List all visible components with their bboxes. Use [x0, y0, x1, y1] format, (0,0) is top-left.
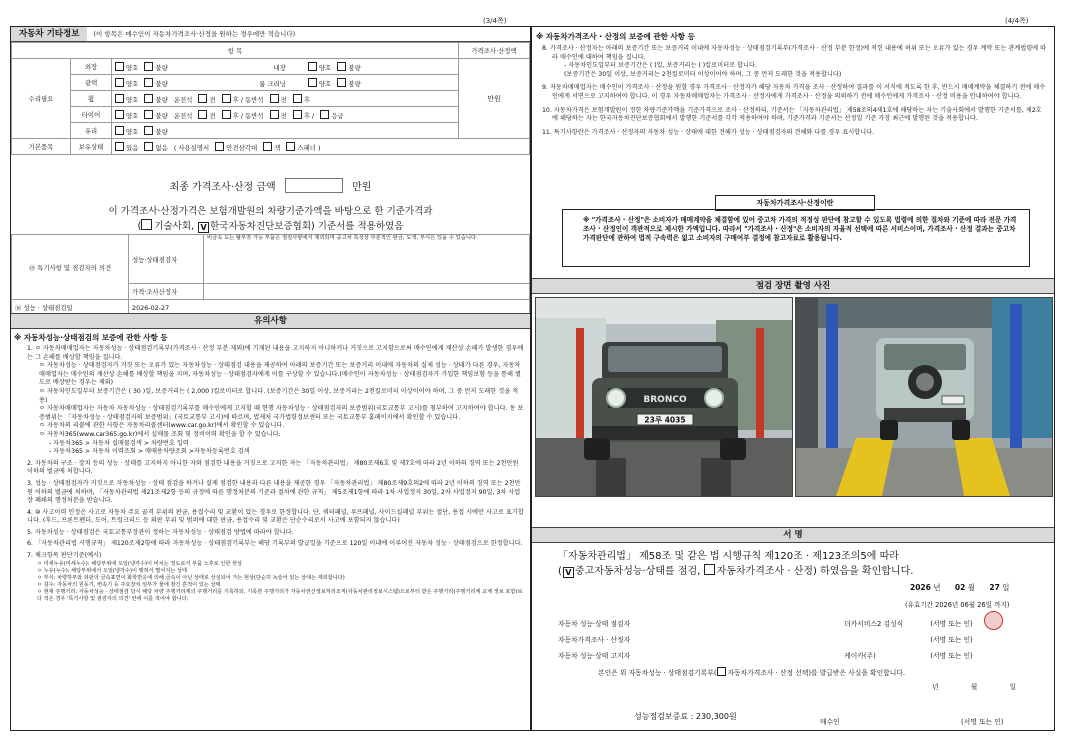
price-unit: 만원 — [459, 59, 530, 139]
page-number-left: (3/4쪽) — [483, 17, 507, 25]
label-spanner: 스패너 ) — [297, 143, 321, 152]
other-info-note: (이 항목은 매수인이 자동차가격조사·산정을 원하는 경우에만 적습니다) — [93, 30, 296, 38]
notice-item-1: 1. ㅇ 자동차매매업자는 자동차성능 · 상태점검기록부(가격조사 · 산정 부분 제외)에 기재된 내용을 고지하지 아니하거나 거짓으로 고지함으로써 매수인에게 재산상 손해가 발생한 경우에는 그 손해를 배상할 책임을 집니다. — [27, 345, 524, 361]
receipt-date — [932, 681, 1016, 691]
label-price: 자동차가격조사 · 산정) 하였음을 확인합니다. — [716, 566, 914, 577]
sign-row-1 — [558, 618, 973, 628]
photo-rear — [795, 297, 1053, 497]
date-month: 02 — [954, 583, 966, 592]
checkbox-room-bad[interactable] — [337, 78, 346, 87]
checkbox-interior-bad[interactable] — [337, 62, 346, 71]
row-wheel: 휠 — [71, 91, 112, 107]
repair-label: 수리필요 — [12, 59, 71, 139]
label-bad: 불량 — [155, 79, 168, 88]
receipt-year: 년 — [932, 683, 939, 691]
checkbox-glass-good[interactable] — [115, 126, 124, 135]
receipt-text-a: 본인은 위 자동차성능 · 상태점검기록부( — [598, 669, 717, 677]
label-tri: 안전삼각대 — [226, 143, 258, 152]
row-gloss: 광택 — [71, 75, 112, 91]
notice-item-5: 5. 자동차성능 · 상태점검은 국토교통부장관이 정하는 자동차성능 · 상태점검 방법에 따라야 합니다. — [27, 528, 294, 536]
label-good: 양호 — [126, 63, 139, 72]
sign-role-1: 자동차 성능·상태 점검자 — [558, 620, 631, 628]
label-front: 전 — [280, 95, 287, 104]
final-price-unit: 만원 — [352, 182, 372, 193]
right-item-8c: (보증기간은 30일 이상, 보증거리는 2천킬로미터 이상이어야 하며, 그 중 먼저 도래한 것을 적용합니다) — [564, 70, 842, 78]
receipt-text-b: 자동차가격조사 · 산정 선택)를 발급받은 사실을 확인합니다. — [727, 669, 906, 677]
label-kada: 한국자동차진단보증협회) 기준서를 적용하였음 — [210, 221, 404, 232]
inspector-label: 성능·상태점검자 — [129, 235, 204, 284]
notice-item-1e: ㅇ 자동차의 리콜에 관한 사항은 자동차리콜센터(www.car.go.kr)에서 확인할 수 있습니다. — [39, 422, 285, 430]
notice-item-1d: ㅇ 자동차매매업자는 자동차 자동차성능 · 상태점검기록부를 매수인에게 고지할 때 현행 자동차성능 · 상태점검자의 보증범위(국토교통부 고시)를 첨부하여 고지하여야 합니다. 동 보증범위는 「자동차성능 · 상태점검자의 보증범위」(국토교통부 고시)에 따르며, 법제처 국가법령정보센터 또는 국토교통부 홈페이지에서 확인할 수 있습니다. — [39, 405, 524, 421]
label-bad: 불량 — [348, 79, 361, 88]
notice-heading: ※ 자동차성능·상태점검의 보증에 관한 사항 등 — [14, 333, 168, 342]
receipt-line — [598, 667, 905, 677]
checkbox-gloss-bad[interactable] — [144, 78, 153, 87]
final-price-box[interactable] — [285, 178, 343, 193]
checkbox-wheel-bad[interactable] — [144, 94, 153, 103]
date-month-unit: 월 — [967, 583, 975, 592]
checkbox-room-good[interactable] — [308, 78, 317, 87]
checkbox-price[interactable] — [704, 564, 715, 575]
criteria-1: ㅇ 미세누유(미세누수): 해당부위에 오일(냉각수)이 비치는 정도로서 부품 노후로 인한 현상 — [37, 560, 243, 567]
guarantee-list — [542, 45, 1047, 137]
opinion-label-cell — [12, 235, 129, 300]
photo-front-image — [536, 298, 792, 496]
label-front: 전 — [280, 111, 287, 120]
checkbox-kada-checked[interactable]: V — [198, 222, 209, 233]
date-day-unit: 일 — [1002, 583, 1010, 592]
checkbox-wheel-good[interactable] — [115, 94, 124, 103]
label-good: 양호 — [126, 111, 139, 120]
checkbox-glass-bad[interactable] — [144, 126, 153, 135]
check-date-label: ⑯ 성능 · 상태점검일 — [12, 300, 129, 316]
checkbox-tire-front[interactable] — [198, 110, 207, 119]
label-emergency: 응급 — [331, 111, 344, 120]
checkbox-tire-rear-passenger[interactable] — [222, 110, 231, 119]
definition-title: 자동차가격조사·산정이란 — [715, 195, 875, 211]
label-bad: 불량 — [155, 127, 168, 136]
photo-rear-image — [796, 298, 1052, 496]
page-number-right: (4/4쪽) — [1005, 17, 1029, 25]
right-item-8: 8. 가격조사 · 산정자는 아래의 보증기간 또는 보증거리 이내에 자동차성능 · 상태점검기록부(가격조사 · 산정 부분 한정)에 적힌 내용에 허위 또는 오류가 있는 경우 계약 또는 관계법령에 따라 매수인에 대하여 책임을 집니다. — [542, 45, 1047, 61]
checkbox-none[interactable] — [144, 142, 153, 151]
opinion-remark: 비금속 도는 탈부착 가능 부품은 점검사항에서 제외되며 중고차 특성상 부분적인 판금, 도색, 부식은 있을 수 있습니다. — [204, 235, 530, 284]
label-none: 없음 — [155, 143, 168, 152]
notice-title: 유의사항 — [11, 313, 530, 329]
paren-open: ( — [137, 221, 142, 232]
sign-row-2 — [558, 634, 973, 644]
seal-stamp — [984, 611, 1003, 630]
checkbox-tire-emergency[interactable] — [320, 110, 329, 119]
checkbox-tire-good[interactable] — [115, 110, 124, 119]
label-bad: 불량 — [348, 63, 361, 72]
sign-mark-2: (서명 또는 인) — [930, 636, 973, 644]
photo-title: 점검 장면 촬영 사진 — [532, 278, 1054, 294]
notice-list — [15, 345, 525, 603]
notice-item-1h: - 자동차365 > 자동차 이력조회 > 매매용차량조회 >자동차등록번호 검색 — [49, 448, 250, 456]
row-tire: 타이어 — [71, 107, 112, 123]
sign-mark-1: (서명 또는 인) — [930, 620, 973, 628]
sign-line2 — [558, 562, 913, 578]
checkbox-interior-good[interactable] — [308, 62, 317, 71]
price-inspector-value[interactable] — [204, 284, 530, 300]
criteria-list — [15, 561, 525, 603]
label-jack: 잭 — [274, 143, 281, 152]
checkbox-wheel-rear[interactable] — [293, 94, 302, 103]
opinion-table — [11, 234, 530, 316]
label-bad: 불량 — [155, 63, 168, 72]
label-driver-seat: 운전석 — [173, 95, 193, 104]
label-good: 양호 — [126, 127, 139, 136]
paren-open-2: ( — [558, 566, 562, 577]
sign-role-2: 자동차가격조사 · 산정자 — [558, 636, 631, 644]
label-good: 양호 — [126, 95, 139, 104]
check-date-value: 2026-02-27 — [129, 300, 530, 316]
buyer-label: 매수인 — [820, 718, 840, 726]
label-rear-slash: 후 / — [303, 111, 315, 120]
label-driver-seat: 운전석 — [173, 111, 193, 120]
sign-role-3: 자동차 성능·상태 고지자 — [558, 652, 631, 660]
price-header: 가격조사·산정액 — [459, 43, 530, 59]
criteria-3: ㅇ 부식: 차량하부와 외판의 금속표면이 화학반응에 의해 금속이 아닌 상태로 상실되어 가는 현상(단순히 녹슬어 있는 상태는 제외합니다) — [37, 574, 345, 581]
photo-front — [535, 297, 793, 497]
label-good: 양호 — [318, 63, 332, 72]
label-manual: ( 사용설명서 — [173, 143, 210, 152]
label-rear: 후 — [303, 95, 311, 104]
right-item-9: 9. 자동차매매업자는 매수인이 가격조사 · 산정을 원할 경우 가격조사 · 산정자가 해당 자동차 가격을 조사 · 산정하여 결과를 이 서식에 적도록 한 후, 반드시 매매계약을 체결하기 전에 매수인에게 서면으로 고지하여야 합니다. 이 경우 자동차매매업자는 가격조사 · 산정자에게 가격조사 · 산정을 의뢰하기 전에 매수인에게 가격조사 · 산정 비용을 안내하여야 합니다. — [542, 84, 1046, 100]
final-price-label: 최종 가격조사·산정 금액 — [169, 182, 276, 193]
date-day: 27 — [989, 583, 1000, 592]
fee-text: 성능점검보증료 : 230,300원 — [634, 712, 737, 721]
final-price-line — [11, 178, 530, 193]
notice-item-7: 7. 체크항목 판단기준(예시) — [27, 552, 102, 560]
label-bad: 불량 — [155, 95, 168, 104]
checkbox-jack[interactable] — [263, 142, 272, 151]
row-room-cleaning: 룸 크리닝 — [259, 79, 286, 88]
sign-line1: 「자동차관리법」 제58조 및 같은 법 시행규칙 제120조 · 제123조의5에 따라 — [558, 551, 899, 562]
checkbox-receipt-price[interactable] — [717, 667, 726, 676]
notice-item-1b: ㅇ 자동차성능 · 상태점검자가 거짓 또는 오류가 있는 자동차성능 · 상태점검 내용을 제공하여 아래의 보증기간 또는 보증거리 이내에 자동차의 실제 성능 · 상태가 다른 경우, 자동차매매업자는 매수인의 재산상 손해를 배상할 책임을 지며, 자동차성능 · 상태점검자에게 이를 구상할 수 있습니다.(매수인이 자동차성능 · 상태점검자가 가입한 책임보험 등을 통해 별도로 배상받는 경우는 제외) — [39, 362, 521, 387]
criteria-5: ㅇ 현재 주행거리: 자동차성능 · 상태점검 당시 해당 차량 주행거리계의 주행거리를 기록하되, 기록한 주행거리가 자동차전산정보처리조직(자동차관리정보시스템)으로부터 받은 주행거리(주행거리계 교체 정보 포함)보다 적은 경우 '특기사항 및 점검자의 의견' 란에 이를 적어야 합니다. — [37, 588, 523, 602]
left-page — [10, 26, 531, 731]
checkbox-has[interactable] — [115, 142, 124, 151]
opinion-label: 특기사항 및 점검자의 의견 — [37, 263, 112, 272]
label-engineers: 기술사회, — [154, 221, 195, 232]
right-item-11: 11. 특기사항란은 가격조사 · 산정자의 자동차 성능 · 상태에 대한 견해가 성능 · 상태점검자의 견해와 다를 경우 표시합니다. — [542, 128, 875, 136]
checkbox-tire-rear[interactable] — [293, 110, 302, 119]
owned-status: 보유상태 — [71, 139, 112, 155]
checkbox-exterior-bad[interactable] — [144, 62, 153, 71]
other-info-table — [11, 42, 530, 155]
row-interior: 내장 — [273, 63, 286, 72]
label-performance: 중고자동차성능·상태를 점검, — [574, 566, 701, 577]
final-price-sentence2 — [11, 218, 530, 233]
notice-item-3: 3. 성능 · 상태점검자가 거짓으로 자동차성능 · 상태 점검을 하거나 실제 점검한 내용과 다른 내용을 제공한 경우 「자동차관리법」 제80조제9호의2에 따라 2년 이하의 징역 또는 2천만원 이하의 벌금에 처하며, 「자동차관리법 제21조제2항 등의 규정에 따른 행정처분의 기준과 절차에 관한 규칙」 제5조제1항에 따라 1차 사업정지 30일, 2차 사업정지 90일, 3차 사업장 폐쇄의 행정처분을 받습니다. — [27, 479, 521, 505]
other-info-header — [11, 27, 530, 42]
checkbox-gloss-good[interactable] — [115, 78, 124, 87]
checkbox-tire-front2[interactable] — [270, 110, 279, 119]
sign-name-3: 케이카(주) — [844, 652, 876, 660]
guarantee-heading: ※ 자동차가격조사 · 산정의 보증에 관한 사항 등 — [536, 32, 695, 41]
definition-box — [562, 209, 1030, 267]
checkbox-engineers[interactable] — [141, 219, 152, 230]
date-year-unit: 년 — [933, 583, 941, 592]
checkbox-exterior-good[interactable] — [115, 62, 124, 71]
label-good: 양호 — [126, 79, 139, 88]
label-good: 양호 — [318, 79, 332, 88]
row-glass: 유리 — [71, 123, 112, 139]
sign-row-3 — [558, 650, 973, 660]
sign-date — [910, 582, 1009, 593]
label-rear-passenger: 후 / 동반석 — [232, 95, 264, 104]
right-item-8b: - 자동차인도일부터 보증기간은 ( )일, 보증거리는 ( )킬로미터로 합니다. — [564, 62, 757, 70]
notice-item-1g: - 자동차365 > 자동차 실매물검색 > 차량번호 입력 — [49, 439, 189, 447]
notice-item-4: 4. ⑩ 사고이력 인정은 사고로 자동차 주요 골격 부위의 판금, 용접수리 및 교환이 있는 경우로 한정합니다. 단, 쿼터패널, 루프패널, 사이드실패널 부위는 절단, 용접 시에만 사고로 표기합니다. (후드, 프론트펜더, 도어, 트렁크리드 등 외판 부위 및 범퍼에 대한 판금, 용접수리 및 교환은 단순수리로서 사고에 포함되지 않습니다) — [27, 508, 524, 525]
label-bad: 불량 — [155, 111, 168, 120]
validity: (유효기간 2026년 06월 26일 까지) — [905, 601, 1010, 609]
price-inspector-label: 가격·조사산정자 — [129, 284, 204, 300]
final-price-sentence1: 이 가격조사·산정가격은 보험개발원의 차량기준가액을 바탕으로 한 기준가격과 — [108, 206, 433, 217]
checkbox-wheel-rear-passenger[interactable] — [222, 94, 231, 103]
label-rear-passenger: 후 / 동반석 — [232, 111, 264, 120]
date-year: 2026 — [910, 583, 931, 592]
criteria-4: ㅇ 침수: 자동차의 원동기, 변속기 등 주요장치 일부가 물에 잠긴 흔적이 있는 상태 — [37, 581, 221, 588]
notice-item-2: 2. 자동차의 구조 · 장치 등의 성능 · 상태를 고지하지 아니한 자와 점검한 내용을 거짓으로 고지한 자는 「자동차관리법」 제80조제6호 및 제7호에 따라 2년 이하의 징역 또는 2천만원 이하의 벌금에 처합니다. — [27, 459, 519, 476]
checkbox-performance-checked[interactable]: V — [563, 567, 574, 578]
row-exterior: 외장 — [71, 59, 112, 75]
basic-items-label: 기본품목 — [12, 139, 71, 155]
plate-text: 23루 4035 — [644, 415, 686, 425]
criteria-2: ㅇ 누유(누수): 해당부위에서 오일(냉각수)이 맺혀서 떨어지는 상태 — [37, 567, 188, 574]
receipt-month: 월 — [970, 683, 978, 691]
receipt-day: 일 — [1009, 683, 1017, 691]
checkbox-wheel-front2[interactable] — [270, 94, 279, 103]
definition-text: ※ "가격조사 · 산정"은 소비자가 매매계약을 체결함에 있어 중고차 가격의 적정성 판단에 참고할 수 있도록 법령에 의한 절차와 기준에 따라 전문 가격조사 · 산정인이 객관적으로 제시한 가액입니다. 따라서 "가격조사 · 산정"은 소비자의 자율적 선택에 따른 서비스이며, 가격조사 · 산정 결과는 중고차 가격판단에 관하여 법적 구속력은 없고 소비자의 구매여부 결정에 참고자료로 활용됩니다. — [583, 216, 1017, 242]
checkbox-spanner[interactable] — [286, 142, 295, 151]
checkbox-tri[interactable] — [215, 142, 224, 151]
sign-name-1: 더카서비스2 김성식 — [844, 620, 904, 628]
notice-item-1c: ㅇ 자동차인도일부터 보증기간은 ( 30 )일, 보증거리는 ( 2,000 )킬로미터로 합니다. (보증기간은 30일 이상, 보증거리는 2천킬로미터 이상이어야 하며, 그 중 먼저 도래한 것을 적용) — [39, 387, 519, 404]
brand-text: BRONCO — [643, 395, 687, 405]
other-info-title: 자동차 기타정보 — [11, 27, 87, 41]
checkbox-tire-bad[interactable] — [144, 110, 153, 119]
right-item-10: 10. 자동차가격은 보험개발원이 정한 차량기준가액을 기준가격으로 조사 · 산정하되, 기준서는 「자동차관리법」 제58조의4제1호에 해당하는 자는 기술사회에서 발행한 기준서를, 제2호에 해당하는 자는 한국자동차진단보증협회에서 발행한 기준서를 각각 적용하여야 하며, 기준가격과 기준서는 산정일 기준 가장 최근에 발행된 것을 적용합니다. — [542, 106, 1042, 123]
item-header: 항 목 — [12, 43, 459, 59]
notice-item-1f: ㅇ 자동차365(www.car365.go.kr)에서 실매물 조회 및 정비이력 확인을 할 수 있습니다. — [39, 430, 281, 438]
right-page — [531, 26, 1055, 731]
checkbox-wheel-front[interactable] — [198, 94, 207, 103]
sign-title: 서 명 — [532, 527, 1054, 543]
notice-item-6: 6. 「자동차관리법 시행규칙」 제120조제2항에 따라 자동차성능 · 상태점검기록부는 해당 기록부의 발급일을 기준으로 120일 이내에 이루어진 자동차 성능 · 상태점검으로 한정합니다. — [27, 540, 523, 548]
label-has: 있음 — [126, 143, 139, 152]
label-front: 전 — [209, 95, 216, 104]
buyer-mark: (서명 또는 인) — [961, 718, 1004, 726]
circle-15: ⑮ — [28, 263, 36, 272]
label-front: 전 — [209, 111, 216, 120]
sign-mark-3: (서명 또는 인) — [930, 652, 973, 660]
